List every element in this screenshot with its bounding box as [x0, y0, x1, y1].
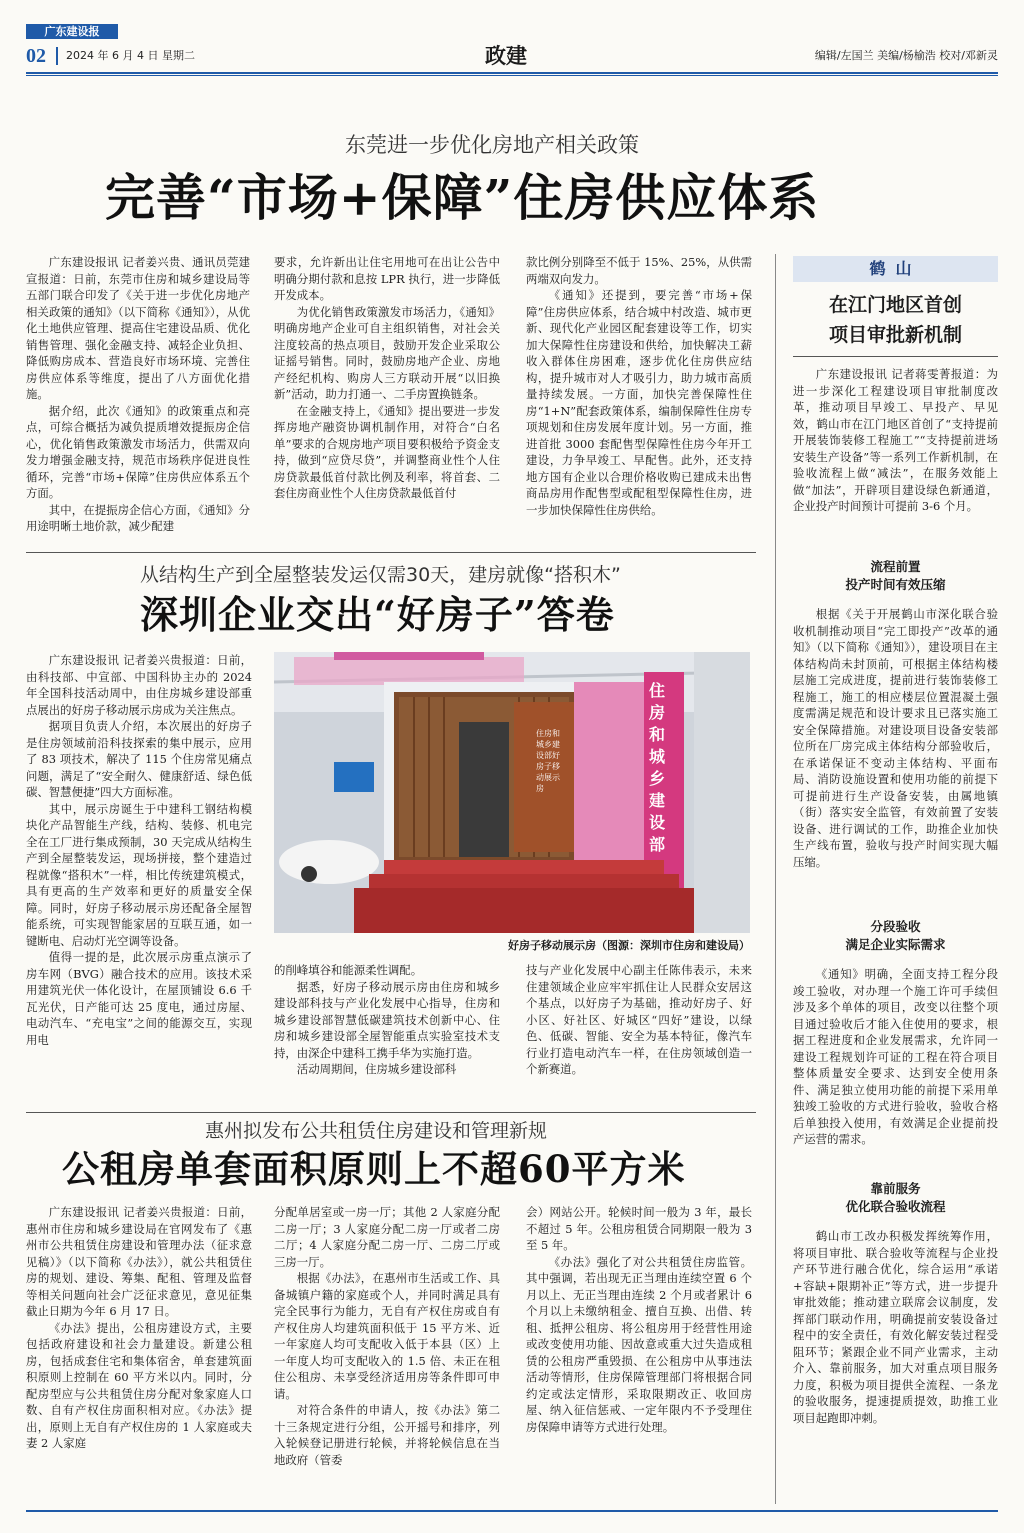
article1-para: 《通知》还提到，要完善“市场+保障”住房供应体系，结合城中村改造、城市更新、现代化产业园区配套建设等工作，切实加大保障性住房建设和供给，加快解决工薪收入群体住房困难，逐步优化住房供应结构，提升城市对人才吸引力，助力城市高质量持续发展。一方面，加快完善保障性住房“1+N”配套政策体系，编制保障性住房专项规划和住房发展年度计划。另一方面，推进首批 3000 套配售型保障性住房今年开工建设，力争早竣工、早配售。此外，还支持地方国有企业以合理价格收购已建成未出售商品房用作配售型或配租型保障性住房，进一步加快保障性住房供给。 [526, 288, 752, 517]
article1-column-2 [274, 254, 500, 544]
article1-para: 要求，允许新出让住宅用地可在出让公告中明确分期付款和息按 LPR 执行，进一步降低开发成本。 [274, 255, 500, 302]
sidebar-headline-line: 项目审批新机制 [828, 324, 962, 346]
article3-para: 《办法》提出，公租房建设方式，主要包括政府建设和社会力量建设。新建公租房，包括成套住宅和集体宿舍，单套建筑面积原则上控制在 60 平方米以内。同时，分配房型应与公共租赁住房分配对象家庭人口数、自有产权住房面积相对应。《办法》提出，原则上无自有产权住房的 1 人家庭或夫妻 2 人家庭 [26, 1320, 252, 1450]
article2-para: 的削峰填谷和能源柔性调配。 [274, 963, 423, 977]
article2-para: 其中，展示房诞生于中建科工钢结构模块化产品智能生产线，结构、装修、机电完全在工厂进行集成预制，30 天完成从结构生产到全屋整装发运，现场拼接，整个建造过程就像“搭积木”一样，相比传统建筑模式，具有更高的生产效率和更好的质量安全保障。同时，好房子移动展示房还配备全屋智能系统，可实现智能家居的互联互通，如一键断电、启动灯光空调等设备。 [26, 801, 252, 948]
article3-para: 广东建设报讯 记者姜兴贵报道：日前，惠州市住房和城乡建设局在官网发布了《惠州市公共租赁住房建设和管理办法（征求意见稿）》（以下简称《办法》），就公共租赁住房的规划、建设、筹集、配租、管理及监督等相关问题向社会广泛征求意见，意见征集截止日期为今年 6 月 17 日。 [26, 1205, 252, 1318]
sidebar-subhead-3 [793, 1180, 998, 1216]
newspaper-logo: 广东建设报 [26, 24, 118, 39]
sidebar-divider [775, 254, 776, 1504]
section-name: 政建 [485, 44, 527, 68]
article2-para: 值得一提的是，此次展示房重点演示了房车网（BVG）融合技术的应用。该技术采用建筑光伏一体化设计，在屋顶铺设 6.6 千瓦光伏，日产能可达 25 度电，通过房屋、电动汽车、“充电宝”之间的能源交互，实现用电 [26, 950, 252, 1047]
editor-credits: 编辑/左国兰 美编/杨榆浩 校对/邓新灵 [814, 49, 998, 62]
page-number-divider [56, 47, 58, 65]
sidebar-section-1 [793, 606, 998, 906]
article1-headline: 完善“市场+保障”住房供应体系 [105, 168, 820, 227]
header-rule-thin [26, 75, 998, 76]
sidebar-subhead-line: 流程前置 [870, 559, 921, 574]
article3-para: 会）网站公开。轮候时间一般为 3 年，最长不超过 5 年。公租房租赁合同期限一般为 3 至 5 年。 [526, 1205, 752, 1252]
sidebar-section-2 [793, 966, 998, 1166]
sidebar-para: 根据《关于开展鹤山市深化联合验收机制推动项目“完工即投产”改革的通知》（以下简称《通知》），建设项目在主体结构尚未封顶前，可根据主体结构楼层施工完成进度，提前进行装饰装修工程施工，施工的相应楼层位置混凝土强度需满足规范和设计要求且已落实施工安全保障措施。对建设项目设备安装部位所在厂房完成主体结构分部验收后，在承诺保证不变动主体结构、平面布局、消防设施设置和使用功能的前提下可提前进行生产设备安装，由属地镇（街）落实安全监管，有效前置了安装设备、进行调试的工作，助推企业加快生产线布置，验收与投产时间实现大幅压缩。 [793, 607, 998, 869]
sidebar-subhead-line: 优化联合验收流程 [845, 1199, 946, 1214]
article3-para: 《办法》强化了对公共租赁住房监管。其中强调，若出现无正当理由连续空置 6 个月以上、无正当理由连续 2 个月或者累计 6 个月以上未缴纳租金、擅自互换、出借、转租、抵押公租房、将公租房用于经营性用途或改变使用功能、因故意或重大过失造成租赁的公租房严重毁损、在公租房中从事违法活动等情形，住房保障管理部门将根据合同约定或法定情形，采取限期改正、收回房屋、纳入征信惩戒、一定年限内不予受理住房保障申请等方式进行处理。 [526, 1254, 752, 1434]
article2-para: 据悉，好房子移动展示房由住房和城乡建设部科技与产业化发展中心指导，住房和城乡建设部智慧低碳建筑技术创新中心、住房和城乡建设部全屋智能重点实验室技术支持，由深企中建科工携手华为实施打造。 [274, 979, 500, 1060]
sidebar-subhead-line: 满足企业实际需求 [845, 937, 946, 952]
sidebar-para: 《通知》明确，全面支持工程分段竣工验收，对办理一个施工许可手续但涉及多个单体的项目，改变以往整个项目通过验收后才能入住使用的要求，根据工程进度和企业发展需求，允许同一建设工程规划许可证的工程在符合项目整体质量安全要求、达到安全使用条件、满足独立使用功能的前提下采用单独竣工验收的方式进行验收，验收合格后单独投入使用，有效满足企业提前投产运营的需求。 [793, 967, 998, 1146]
sidebar-section-3 [793, 1228, 998, 1458]
sidebar-intro [793, 366, 998, 546]
photo-caption: 好房子移动展示房（图源：深圳市住房和建设局） [508, 939, 750, 952]
footer-rule [26, 1510, 998, 1512]
article3-column-1 [26, 1204, 252, 1504]
sidebar-para: 鹤山市工改办积极发挥统筹作用，将项目审批、联合验收等流程与企业投产环节进行融合优化，综合运用“承诺+容缺+限期补正”等方式，进一步提升审批效能；推动建立联席会议制度，发挥部门联动作用，明确提前安装设备过程中的安全责任，有效化解安装过程受阻环节；紧跟企业不同产业需求，主动介入、靠前服务，加大对重点项目服务力度，积极为项目提供全流程、一条龙的验收服务，提速提质提效，助推工业项目起跑即冲刺。 [793, 1229, 998, 1425]
article1-kicker: 东莞进一步优化房地产相关政策 [345, 133, 639, 157]
article2-column-3 [526, 962, 752, 1108]
article1-column-3 [526, 254, 752, 544]
article3-column-2 [274, 1204, 500, 1504]
article3-para: 根据《办法》，在惠州市生活或工作、具备城镇户籍的家庭或个人，并同时满足具有完全民事行为能力，无自有产权住房或自有产权住房人均建筑面积低于 15 平方米、近一年家庭人均可支配收入低于本县（区）上一年度人均可支配收入的 1.5 倍、未正在租住公租房、未享受经济适用房等条件即可申请。 [274, 1271, 500, 1401]
article1-para: 其中，在提振房企信心方面，《通知》分用途明晰土地价款，减少配建 [26, 502, 250, 533]
sidebar-rule [793, 356, 998, 357]
sidebar-region-tag: 鹤山 [793, 256, 998, 282]
article2-para: 技与产业化发展中心副主任陈伟表示，未来住建领域企业应牢牢抓住让人民群众安居这个基点，以好房子为基础，推动好房子、好小区、好社区、好城区“四好”建设，以绿色、低碳、智能、安全为基本特征，像汽车行业打造电动汽车一样，在住房领域创造一个新赛道。 [526, 963, 752, 1076]
article2-para: 据项目负责人介绍，本次展出的好房子是住房领域前沿科技探索的集中展示，应用了 83 项技术，解决了 115 个住房常见痛点问题，满足了“安全耐久、健康舒适、绿色低碳、智慧便捷”四大方面标准。 [26, 719, 252, 799]
article3-kicker: 惠州拟发布公共租赁住房建设和管理新规 [205, 1120, 548, 1142]
article3-column-3 [526, 1204, 752, 1504]
article3-headline: 公租房单套面积原则上不超60平方米 [62, 1147, 686, 1191]
sidebar-subhead-line: 分段验收 [870, 919, 921, 934]
sidebar-subhead-2 [793, 918, 998, 954]
article1-column-1 [26, 254, 250, 544]
article1-para: 在金融支持上，《通知》提出要进一步发挥房地产融资协调机制作用，对符合“白名单”要求的合规房地产项目要积极给予资金支持，做到“应贷尽贷”，并调整商业性个人住房贷款最低首付款比例及利率，将首套、二套住房商业性个人住房贷款最低首付 [274, 403, 500, 500]
article2-kicker: 从结构生产到全屋整装发运仅需30天，建房就像“搭积木” [140, 564, 621, 586]
article1-para: 为优化销售政策激发市场活力，《通知》明确房地产企业可自主组织销售，对社会关注度较高的热点项目，鼓励开发企业采取公证摇号销售。同时，鼓励房地产企业、房地产经纪机构、购房人三方联动开展“以旧换新”活动，助力打通一、二手房置换链条。 [274, 304, 500, 401]
sidebar-headline-line: 在江门地区首创 [828, 294, 962, 316]
article3-para: 对符合条件的申请人，按《办法》第二十三条规定进行分组，公开摇号和排序，列入轮候登记册进行轮候，并将轮候信息在当地政府（管委 [274, 1403, 500, 1467]
photo-sign-text: 住房和城乡建设部 [648, 681, 665, 854]
header-rule [26, 72, 998, 74]
article2-para: 活动周期间，住房城乡建设部科 [296, 1062, 457, 1076]
showroom-photo-illustration [274, 652, 750, 933]
article1-para: 广东建设报讯 记者姜兴贵、通讯员莞建宣报道：日前，东莞市住房和城乡建设局等五部门联合印发了《关于进一步优化房地产相关政策的通知》（以下简称《通知》），从优化土地供应管理、提高住宅建设品质、优化销售管理、强化金融支持、减轻企业负担、降低购房成本、营造良好市场环境、完善住房供应体系等维度，提出了八方面优化措施。 [26, 255, 250, 401]
article3-para: 分配单居室或一房一厅；其他 2 人家庭分配二房一厅；3 人家庭分配二房一厅或者二房二厅；4 人家庭分配二房一厅、二房二厅或三房一厅。 [274, 1205, 500, 1269]
sidebar-headline [793, 290, 998, 350]
article2-headline: 深圳企业交出“好房子”答卷 [140, 592, 615, 637]
page-number: 02 [26, 45, 46, 67]
article2-column-1 [26, 652, 252, 1108]
article2-para: 广东建设报讯 记者姜兴贵报道：日前，由科技部、中宣部、中国科协主办的 2024 年全国科技活动周中，由住房城乡建设部重点展出的好房子移动展示房成为关注焦点。 [26, 653, 252, 717]
sidebar-para: 广东建设报讯 记者蒋雯菁报道：为进一步深化工程建设项目审批制度改革，推动项目早竣工、早投产、早见效，鹤山市在江门地区首创了“支持提前开展装饰装修工程施工”“支持提前进场安装生产设备”等一系列工作新机制，在验收流程上做“减法”，在服务效能上做“加法”，开辟项目建设绿色新通道，企业投产时间预计可提前 3-6 个月。 [793, 367, 998, 513]
photo-panel-text: 住房和城乡建设部好房子移动展示房 [536, 729, 560, 793]
showroom-photo [274, 652, 750, 933]
sidebar-subhead-line: 靠前服务 [870, 1181, 921, 1196]
article-divider [26, 552, 756, 553]
article1-para: 据介绍，此次《通知》的政策重点和亮点，可综合概括为减负提质增效提振房企信心，优化销售政策激发市场活力，供需双向发力增强金融支持，规范市场秩序促进良性循环，完善“市场+保障”住房供应体系五个方面。 [26, 403, 250, 500]
article2-column-2 [274, 962, 500, 1108]
issue-date: 2024 年 6 月 4 日 星期二 [66, 49, 195, 62]
article-divider [26, 1112, 756, 1113]
sidebar-subhead-line: 投产时间有效压缩 [845, 577, 946, 592]
article1-para: 款比例分别降至不低于 15%、25%，从供需两端双向发力。 [526, 255, 752, 286]
sidebar-subhead-1 [793, 558, 998, 594]
